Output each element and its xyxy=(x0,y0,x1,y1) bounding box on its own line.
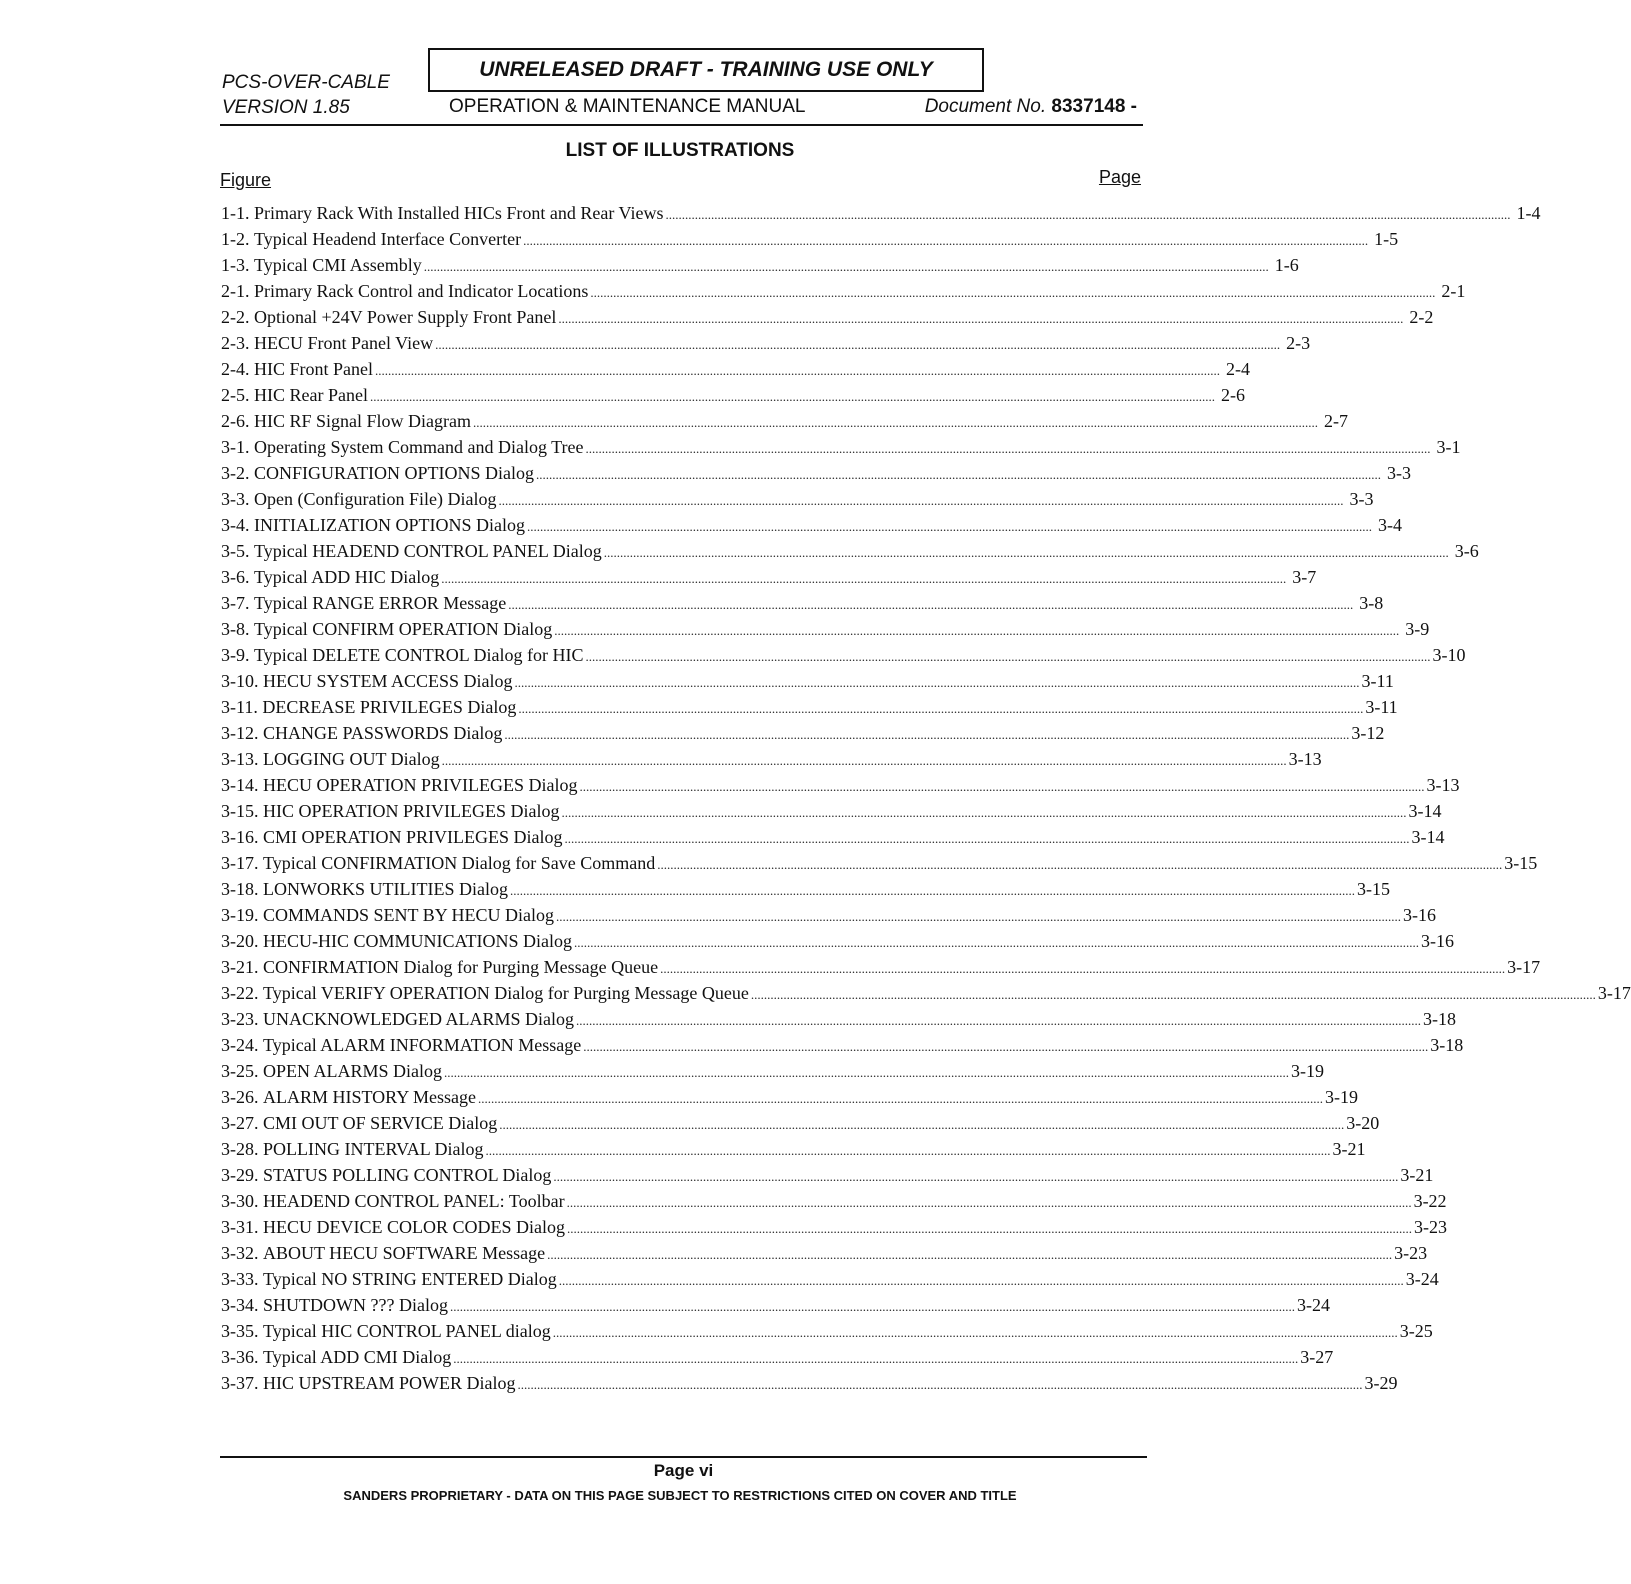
toc-entry[interactable] xyxy=(221,801,1442,827)
figure-title: CONFIGURATION OPTIONS Dialog xyxy=(254,463,535,483)
figure-title: Typical CMI Assembly xyxy=(254,255,422,275)
toc-entry[interactable] xyxy=(221,385,1245,411)
toc-entry[interactable] xyxy=(221,437,1461,463)
dot-leader: .................................................................................................................................................................................................................................................................... xyxy=(444,1065,1290,1080)
figure-title: Typical HIC CONTROL PANEL dialog xyxy=(263,1321,551,1341)
dot-leader: .................................................................................................................................................................................................................................................................... xyxy=(508,597,1354,612)
dot-leader: .................................................................................................................................................................................................................................................................... xyxy=(583,1039,1429,1054)
page-ref: 3-24 xyxy=(1405,1269,1439,1289)
figure-number: 3-1. xyxy=(221,437,250,457)
page-ref: 3-25 xyxy=(1399,1321,1433,1341)
page-ref: 3-20 xyxy=(1346,1113,1380,1133)
toc-entry[interactable] xyxy=(221,229,1399,255)
toc-entry[interactable] xyxy=(221,255,1299,281)
doc-number: 8337148 - xyxy=(1051,96,1137,117)
column-header-figure: Figure xyxy=(220,170,272,190)
toc-entry[interactable] xyxy=(221,905,1437,931)
page-ref: 3-13 xyxy=(1426,775,1460,795)
toc-entry[interactable] xyxy=(221,1009,1456,1035)
page-ref: 3-12 xyxy=(1351,723,1385,743)
dot-leader: .................................................................................................................................................................................................................................................................... xyxy=(558,1273,1404,1288)
page-ref: 3-10 xyxy=(1432,645,1466,665)
figure-number: 3-7. xyxy=(221,593,250,613)
figure-number: 3-3. xyxy=(221,489,250,509)
figure-title: Typical RANGE ERROR Message xyxy=(254,593,507,613)
page-ref: 3-19 xyxy=(1325,1087,1359,1107)
page-ref: 3-23 xyxy=(1414,1217,1447,1237)
figure-title: Typical ALARM INFORMATION Message xyxy=(263,1035,582,1055)
figure-number: 3-35. xyxy=(221,1321,259,1341)
toc-entry[interactable] xyxy=(221,541,1479,567)
figure-title: LOGGING OUT Dialog xyxy=(263,749,440,769)
page-ref: 3-21 xyxy=(1332,1139,1366,1159)
dot-leader: .................................................................................................................................................................................................................................................................... xyxy=(526,519,1372,534)
figure-title: CONFIRMATION Dialog for Purging Message Queue xyxy=(263,957,659,977)
page-ref: 3-17 xyxy=(1597,983,1631,1003)
figure-number: 3-17. xyxy=(221,853,259,873)
figure-number: 3-13. xyxy=(221,749,259,769)
dot-leader: .................................................................................................................................................................................................................................................................... xyxy=(514,675,1360,690)
figure-title: HECU SYSTEM ACCESS Dialog xyxy=(263,671,513,691)
dot-leader: .................................................................................................................................................................................................................................................................... xyxy=(504,727,1350,742)
dot-leader: .................................................................................................................................................................................................................................................................... xyxy=(567,1221,1412,1236)
toc-entry[interactable] xyxy=(221,567,1317,593)
toc-entry[interactable] xyxy=(221,671,1394,697)
figure-title: Typical ADD CMI Dialog xyxy=(263,1347,452,1367)
figure-number: 3-10. xyxy=(221,671,259,691)
figure-title: COMMANDS SENT BY HECU Dialog xyxy=(263,905,555,925)
page-ref: 3-6 xyxy=(1454,541,1479,561)
toc-entry[interactable] xyxy=(221,359,1250,385)
figure-title: DECREASE PRIVILEGES Dialog xyxy=(262,697,517,717)
page-ref: 1-6 xyxy=(1274,255,1299,275)
toc-entry[interactable] xyxy=(221,853,1538,879)
header-product-block xyxy=(222,70,390,120)
toc-entry[interactable] xyxy=(221,515,1402,541)
dot-leader: .................................................................................................................................................................................................................................................................... xyxy=(585,441,1431,456)
page-ref: 3-22 xyxy=(1413,1191,1447,1211)
figure-number: 3-23. xyxy=(221,1009,259,1029)
page-ref: 2-4 xyxy=(1226,359,1250,379)
page-ref: 2-6 xyxy=(1220,385,1245,405)
figure-number: 3-36. xyxy=(221,1347,259,1367)
figure-title: ABOUT HECU SOFTWARE Message xyxy=(263,1243,546,1263)
figure-number: 3-28. xyxy=(221,1139,259,1159)
figure-number: 3-9. xyxy=(221,645,250,665)
dot-leader: .................................................................................................................................................................................................................................................................... xyxy=(441,753,1287,768)
page-ref: 3-9 xyxy=(1405,619,1430,639)
figure-number: 2-5. xyxy=(221,385,250,405)
draft-notice: UNRELEASED DRAFT - TRAINING USE ONLY xyxy=(428,48,984,92)
page-ref: 2-3 xyxy=(1286,333,1311,353)
figure-number: 3-12. xyxy=(221,723,259,743)
toc-entry[interactable] xyxy=(221,697,1398,723)
figure-title: ALARM HISTORY Message xyxy=(263,1087,477,1107)
toc-entry[interactable] xyxy=(221,1347,1334,1373)
toc-entry[interactable] xyxy=(221,1061,1325,1087)
dot-leader: .................................................................................................................................................................................................................................................................... xyxy=(509,883,1355,898)
header-manual-title: OPERATION & MAINTENANCE MANUAL xyxy=(449,96,806,117)
dot-leader: .................................................................................................................................................................................................................................................................... xyxy=(561,805,1407,820)
doc-label: Document No. xyxy=(924,96,1047,117)
figure-title: CMI OPERATION PRIVILEGES Dialog xyxy=(263,827,563,847)
figure-number: 3-34. xyxy=(221,1295,259,1315)
dot-leader: .................................................................................................................................................................................................................................................................... xyxy=(449,1299,1295,1314)
figure-number: 3-25. xyxy=(221,1061,259,1081)
page-ref: 3-19 xyxy=(1291,1061,1325,1081)
toc-entry[interactable] xyxy=(221,281,1466,307)
dot-leader: .................................................................................................................................................................................................................................................................... xyxy=(523,233,1369,248)
figure-number: 3-32. xyxy=(221,1243,259,1263)
figure-title: UNACKNOWLEDGED ALARMS Dialog xyxy=(263,1009,574,1029)
figure-title: Typical DELETE CONTROL Dialog for HIC xyxy=(254,645,584,665)
dot-leader: .................................................................................................................................................................................................................................................................... xyxy=(423,259,1269,274)
figure-number: 3-21. xyxy=(221,957,259,977)
figure-title: HIC Front Panel xyxy=(254,359,373,379)
figure-number: 1-1. xyxy=(221,203,250,223)
page-ref: 3-1 xyxy=(1436,437,1461,457)
footer-rule xyxy=(220,1456,1147,1458)
page-ref: 3-16 xyxy=(1421,931,1454,951)
toc-entry[interactable] xyxy=(221,775,1460,801)
dot-leader: .................................................................................................................................................................................................................................................................... xyxy=(518,701,1364,716)
figure-number: 3-16. xyxy=(221,827,259,847)
header-product: PCS-OVER-CABLE xyxy=(222,72,390,93)
page-ref: 3-13 xyxy=(1288,749,1322,769)
figure-title: OPEN ALARMS Dialog xyxy=(263,1061,443,1081)
figure-title: HIC UPSTREAM POWER Dialog xyxy=(263,1373,516,1393)
page-ref: 1-5 xyxy=(1374,229,1399,249)
toc-entry[interactable] xyxy=(221,931,1454,957)
figure-title: CHANGE PASSWORDS Dialog xyxy=(263,723,503,743)
header-version: VERSION 1.85 xyxy=(222,97,350,118)
figure-number: 3-2. xyxy=(221,463,250,483)
page-ref: 3-11 xyxy=(1361,671,1394,691)
page-ref: 3-14 xyxy=(1411,827,1445,847)
figure-title: Typical CONFIRMATION Dialog for Save Command xyxy=(263,853,656,873)
figure-number: 2-3. xyxy=(221,333,250,353)
dot-leader: .................................................................................................................................................................................................................................................................... xyxy=(579,779,1425,794)
dot-leader: .................................................................................................................................................................................................................................................................... xyxy=(590,285,1436,300)
page-ref: 3-15 xyxy=(1504,853,1538,873)
figure-number: 3-11. xyxy=(221,697,258,717)
toc-entry[interactable] xyxy=(221,593,1384,619)
dot-leader: .................................................................................................................................................................................................................................................................... xyxy=(547,1247,1393,1262)
figure-title: LONWORKS UTILITIES Dialog xyxy=(263,879,508,899)
figure-title: HECU Front Panel View xyxy=(254,333,434,353)
page-ref: 2-7 xyxy=(1324,411,1349,431)
figure-title: INITIALIZATION OPTIONS Dialog xyxy=(254,515,525,535)
figure-title: Typical Headend Interface Converter xyxy=(254,229,522,249)
toc-entry[interactable] xyxy=(221,489,1374,515)
toc-entry[interactable] xyxy=(221,1087,1359,1113)
toc-entry[interactable] xyxy=(221,1139,1366,1165)
figure-title: Typical HEADEND CONTROL PANEL Dialog xyxy=(254,541,602,561)
dot-leader: .................................................................................................................................................................................................................................................................... xyxy=(558,311,1404,326)
page-ref: 3-14 xyxy=(1408,801,1442,821)
figure-title: STATUS POLLING CONTROL Dialog xyxy=(263,1165,552,1185)
figure-number: 2-4. xyxy=(221,359,250,379)
toc-entry[interactable] xyxy=(221,1321,1433,1347)
dot-leader: .................................................................................................................................................................................................................................................................... xyxy=(553,1169,1399,1184)
page-ref: 3-21 xyxy=(1400,1165,1434,1185)
figure-number: 2-6. xyxy=(221,411,250,431)
figure-number: 3-8. xyxy=(221,619,250,639)
dot-leader: .................................................................................................................................................................................................................................................................... xyxy=(585,649,1431,664)
toc-entry[interactable] xyxy=(221,983,1631,1009)
toc-entry[interactable] xyxy=(221,749,1322,775)
figure-title: Optional +24V Power Supply Front Panel xyxy=(254,307,557,327)
toc-entry[interactable] xyxy=(221,1295,1330,1321)
page-ref: 3-7 xyxy=(1292,567,1317,587)
figure-number: 2-2. xyxy=(221,307,250,327)
footer-proprietary-notice: SANDERS PROPRIETARY - DATA ON THIS PAGE SUBJECT TO RESTRICTIONS CITED ON COVER AND TITLE xyxy=(343,1488,1017,1503)
dot-leader: .................................................................................................................................................................................................................................................................... xyxy=(660,961,1506,976)
figure-number: 1-2. xyxy=(221,229,250,249)
page-ref: 3-29 xyxy=(1364,1373,1398,1393)
page-ref: 3-18 xyxy=(1430,1035,1464,1055)
column-header-page: Page xyxy=(1098,167,1141,187)
page-ref: 2-1 xyxy=(1441,281,1466,301)
figure-number: 1-3. xyxy=(221,255,250,275)
page-ref: 1-4 xyxy=(1516,203,1541,223)
footer-page-number: Page vi xyxy=(653,1461,714,1480)
figure-title: Open (Configuration File) Dialog xyxy=(254,489,497,509)
dot-leader: .................................................................................................................................................................................................................................................................... xyxy=(499,1117,1345,1132)
page-ref: 3-17 xyxy=(1507,957,1541,977)
dot-leader: .................................................................................................................................................................................................................................................................... xyxy=(435,337,1281,352)
toc-entry[interactable] xyxy=(221,645,1466,671)
toc-entry[interactable] xyxy=(221,957,1541,983)
toc-entry[interactable] xyxy=(221,1165,1434,1191)
dot-leader: .................................................................................................................................................................................................................................................................... xyxy=(517,1377,1363,1392)
page-ref: 3-15 xyxy=(1356,879,1390,899)
figure-number: 3-19. xyxy=(221,905,259,925)
illustrations-list xyxy=(221,203,1631,1399)
toc-entry[interactable] xyxy=(221,879,1390,905)
dot-leader: .................................................................................................................................................................................................................................................................... xyxy=(536,467,1382,482)
toc-entry[interactable] xyxy=(221,1269,1439,1295)
figure-title: Typical VERIFY OPERATION Dialog for Purging Message Queue xyxy=(263,983,749,1003)
toc-entry[interactable] xyxy=(221,463,1412,489)
toc-entry[interactable] xyxy=(221,1373,1398,1399)
toc-entry[interactable] xyxy=(221,307,1434,333)
toc-entry[interactable] xyxy=(221,411,1349,437)
toc-entry[interactable] xyxy=(221,723,1385,749)
figure-title: HECU OPERATION PRIVILEGES Dialog xyxy=(263,775,578,795)
dot-leader: .................................................................................................................................................................................................................................................................... xyxy=(564,831,1410,846)
toc-entry[interactable] xyxy=(221,1243,1428,1269)
figure-title: HIC RF Signal Flow Diagram xyxy=(254,411,472,431)
figure-number: 3-29. xyxy=(221,1165,259,1185)
figure-number: 3-22. xyxy=(221,983,259,1003)
dot-leader: .................................................................................................................................................................................................................................................................... xyxy=(566,1195,1412,1210)
toc-entry[interactable] xyxy=(221,1035,1464,1061)
page-ref: 3-4 xyxy=(1377,515,1402,535)
figure-number: 3-30. xyxy=(221,1191,259,1211)
toc-entry[interactable] xyxy=(221,203,1541,229)
toc-entry[interactable] xyxy=(221,827,1445,853)
figure-number: 3-18. xyxy=(221,879,259,899)
dot-leader: .................................................................................................................................................................................................................................................................... xyxy=(603,545,1449,560)
figure-title: POLLING INTERVAL Dialog xyxy=(263,1139,484,1159)
figure-number: 3-14. xyxy=(221,775,259,795)
page-ref: 3-24 xyxy=(1296,1295,1330,1315)
dot-leader: .................................................................................................................................................................................................................................................................... xyxy=(498,493,1344,508)
toc-entry[interactable] xyxy=(221,619,1430,645)
page-title: LIST OF ILLUSTRATIONS xyxy=(565,140,795,161)
figure-title: HEADEND CONTROL PANEL: Toolbar xyxy=(263,1191,565,1211)
figure-title: Primary Rack With Installed HICs Front and Rear Views xyxy=(254,203,664,223)
page-ref: 3-11 xyxy=(1365,697,1398,717)
figure-title: SHUTDOWN ??? Dialog xyxy=(263,1295,448,1315)
dot-leader: .................................................................................................................................................................................................................................................................... xyxy=(441,571,1287,586)
header-rule xyxy=(220,124,1143,126)
figure-number: 3-31. xyxy=(221,1217,259,1237)
toc-entry[interactable] xyxy=(221,1217,1447,1243)
dot-leader: .................................................................................................................................................................................................................................................................... xyxy=(485,1143,1331,1158)
dot-leader: .................................................................................................................................................................................................................................................................... xyxy=(369,389,1215,404)
page-ref: 3-18 xyxy=(1422,1009,1456,1029)
figure-number: 3-27. xyxy=(221,1113,259,1133)
figure-number: 3-37. xyxy=(221,1373,259,1393)
figure-title: CMI OUT OF SERVICE Dialog xyxy=(263,1113,498,1133)
figure-number: 3-5. xyxy=(221,541,250,561)
dot-leader: .................................................................................................................................................................................................................................................................... xyxy=(473,415,1319,430)
figure-title: HECU DEVICE COLOR CODES Dialog xyxy=(263,1217,565,1237)
dot-leader: .................................................................................................................................................................................................................................................................... xyxy=(657,857,1503,872)
dot-leader: .................................................................................................................................................................................................................................................................... xyxy=(554,623,1400,638)
figure-number: 3-26. xyxy=(221,1087,259,1107)
figure-title: HIC OPERATION PRIVILEGES Dialog xyxy=(263,801,560,821)
page-ref: 3-3 xyxy=(1387,463,1412,483)
figure-number: 3-20. xyxy=(221,931,259,951)
dot-leader: .................................................................................................................................................................................................................................................................... xyxy=(575,1013,1421,1028)
page-ref: 3-8 xyxy=(1359,593,1384,613)
figure-number: 3-15. xyxy=(221,801,259,821)
figure-number: 3-6. xyxy=(221,567,250,587)
figure-number: 3-24. xyxy=(221,1035,259,1055)
dot-leader: .................................................................................................................................................................................................................................................................... xyxy=(750,987,1596,1002)
figure-title: Typical NO STRING ENTERED Dialog xyxy=(263,1269,557,1289)
dot-leader: .................................................................................................................................................................................................................................................................... xyxy=(478,1091,1324,1106)
figure-title: Operating System Command and Dialog Tree xyxy=(254,437,584,457)
page-ref: 2-2 xyxy=(1409,307,1434,327)
figure-number: 2-1. xyxy=(221,281,250,301)
dot-leader: .................................................................................................................................................................................................................................................................... xyxy=(665,207,1511,222)
page-ref: 3-16 xyxy=(1403,905,1437,925)
page-ref: 3-27 xyxy=(1300,1347,1334,1367)
header-document-number xyxy=(925,96,1137,118)
figure-number: 3-33. xyxy=(221,1269,259,1289)
figure-title: HECU-HIC COMMUNICATIONS Dialog xyxy=(263,931,572,951)
figure-number: 3-4. xyxy=(221,515,250,535)
toc-entry[interactable] xyxy=(221,1113,1380,1139)
figure-title: Typical CONFIRM OPERATION Dialog xyxy=(254,619,553,639)
page-ref: 3-3 xyxy=(1349,489,1374,509)
dot-leader: .................................................................................................................................................................................................................................................................... xyxy=(375,363,1220,378)
page-ref: 3-23 xyxy=(1394,1243,1428,1263)
dot-leader: .................................................................................................................................................................................................................................................................... xyxy=(556,909,1402,924)
figure-title: Primary Rack Control and Indicator Locations xyxy=(254,281,589,301)
figure-title: HIC Rear Panel xyxy=(254,385,368,405)
figure-title: Typical ADD HIC Dialog xyxy=(254,567,440,587)
dot-leader: .................................................................................................................................................................................................................................................................... xyxy=(574,935,1419,950)
toc-entry[interactable] xyxy=(221,333,1311,359)
dot-leader: .................................................................................................................................................................................................................................................................... xyxy=(552,1325,1398,1340)
toc-entry[interactable] xyxy=(221,1191,1447,1217)
dot-leader: .................................................................................................................................................................................................................................................................... xyxy=(453,1351,1299,1366)
